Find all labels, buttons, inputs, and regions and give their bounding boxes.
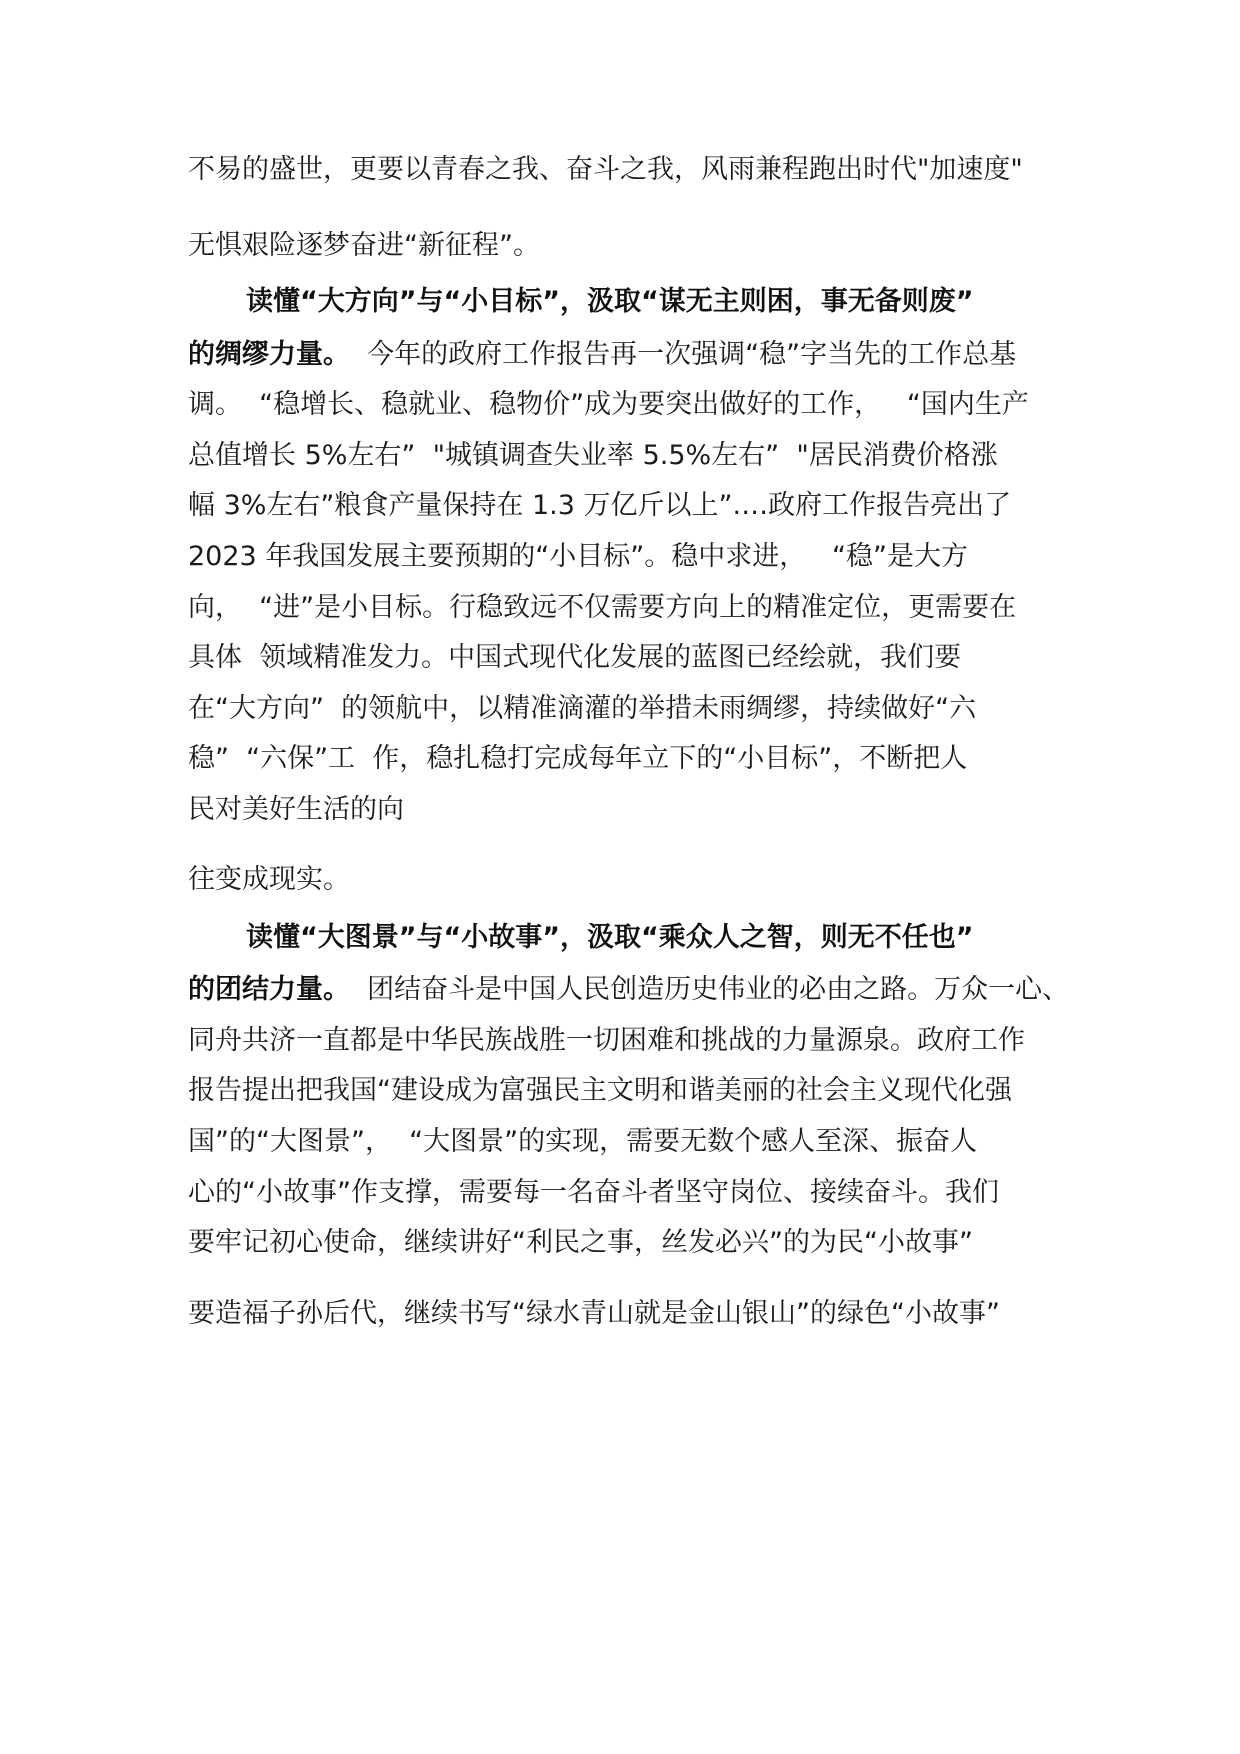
text-line: 幅 3%左右”粮食产量保持在 1.3 万亿斤以上”.…政府工作报告亮出了 [188, 490, 1012, 521]
text-line: 要牢记初心使命，继续讲好“利民之事，丝发必兴”的为民“小故事” [188, 1227, 973, 1258]
text-line: 无惧艰险逐梦奋进“新征程”。 [188, 230, 540, 261]
section-heading-bold: 的团结力量。 [188, 974, 350, 1005]
text-line: 向， “进”是小目标。行稳致远不仅需要方向上的精准定位，更需要在 [188, 592, 1017, 623]
text-line: 2023 年我国发展主要预期的“小目标”。稳中求进， “稳”是大方 [188, 541, 968, 572]
text-line: 民对美好生活的向 [188, 794, 404, 825]
paragraph-text: 今年的政府工作报告再一次强调“稳”字当先的工作总基 [350, 339, 1017, 370]
text-line: 要造福子孙后代，继续书写“绿水青山就是金山银山”的绿色“小故事” [188, 1298, 1000, 1329]
text-line [188, 970, 1069, 1010]
section-heading-bold: 读懂“大方向”与“小目标”，汲取“谋无主则困，事无备则废” [246, 286, 974, 317]
text-line: 稳” “六保”工 作，稳扎稳打完成每年立下的“小目标”，不断把人 [188, 743, 968, 774]
text-line: 调。 “稳增长、稳就业、稳物价”成为要突出做好的工作， “国内生产 [188, 389, 1029, 420]
text-line: 具体 领域精准发力。中国式现代化发展的蓝图已经绘就，我们要 [188, 642, 962, 673]
section-heading [246, 918, 973, 958]
text-line: 不易的盛世，更要以青春之我、奋斗之我，风雨兼程跑出时代"加速度" [188, 154, 1023, 185]
text-line [188, 335, 1016, 375]
text-line: 往变成现实。 [188, 864, 350, 895]
text-line: 总值增长 5%左右” "城镇调查失业率 5.5%左右” "居民消费价格涨 [188, 440, 998, 471]
paragraph-text: 团结奋斗是中国人民创造历史伟业的必由之路。万众一心、 [350, 974, 1070, 1005]
text-line: 在“大方向” 的领航中，以精准滴灌的举措未雨绸缪，持续做好“六 [188, 693, 977, 724]
text-line: 报告提出把我国“建设成为富强民主文明和谐美丽的社会主义现代化强 [188, 1075, 1012, 1106]
section-heading [246, 282, 973, 322]
text-line: 同舟共济一直都是中华民族战胜一切困难和挑战的力量源泉。政府工作 [188, 1025, 1025, 1056]
section-heading-bold: 的绸缪力量。 [188, 339, 350, 370]
text-line: 心的“小故事”作支撑，需要每一名奋斗者坚守岗位、接续奋斗。我们 [188, 1177, 999, 1208]
section-heading-bold: 读懂“大图景”与“小故事”，汲取“乘众人之智，则无不任也” [246, 922, 974, 953]
text-line: 国”的“大图景”， “大图景”的实现，需要无数个感人至深、振奋人 [188, 1126, 978, 1157]
